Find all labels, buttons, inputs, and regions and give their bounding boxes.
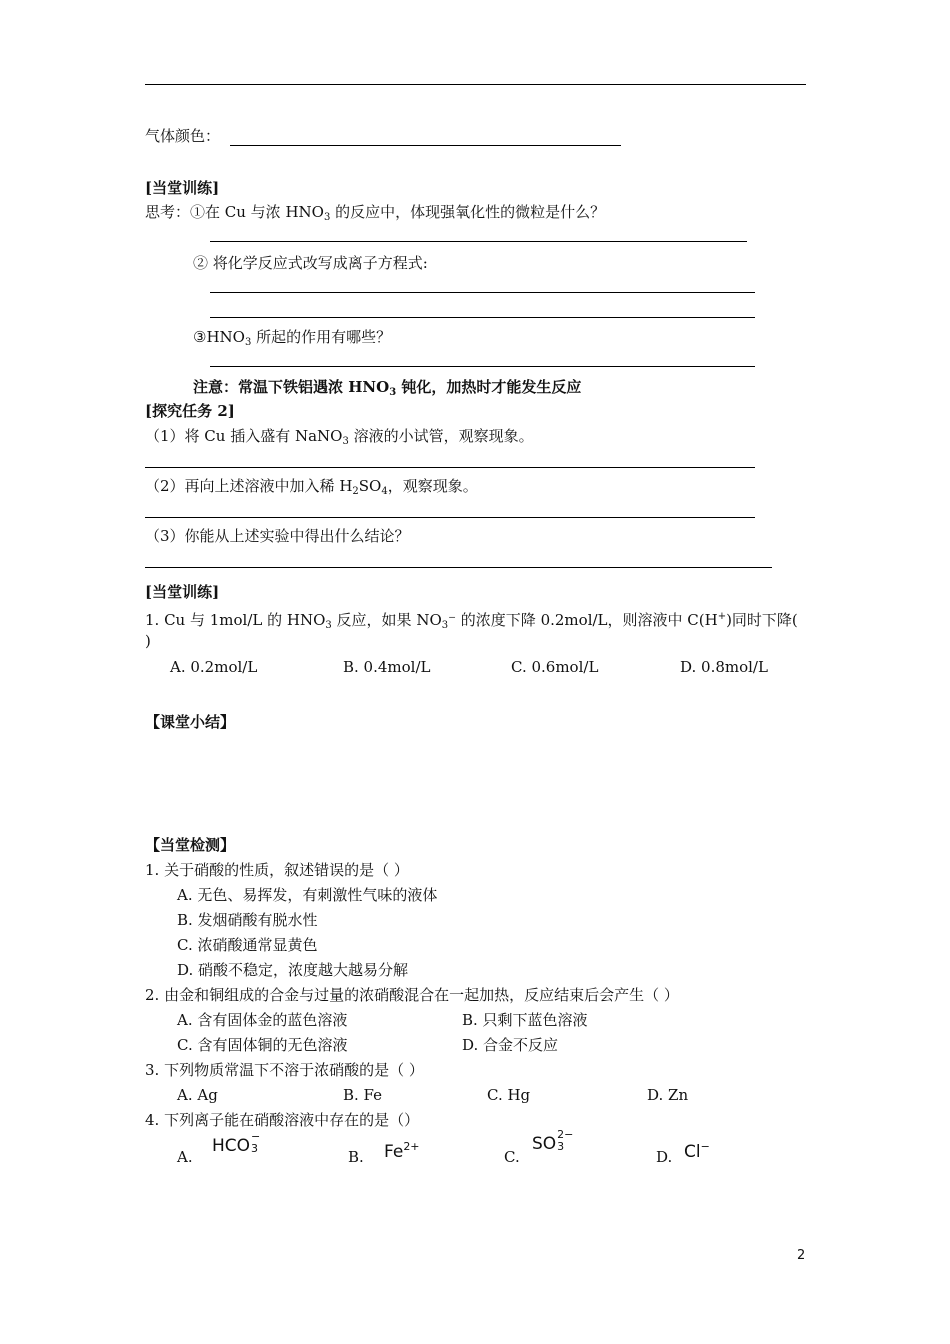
check-q4-stem: 4. 下列离子能在硝酸溶液中存在的是（）	[145, 1111, 420, 1129]
gas-color-label: 气体颜色：	[145, 127, 221, 145]
check-q3-option-b[interactable]: B. Fe	[343, 1086, 383, 1104]
check-q3-stem: 3. 下列物质常温下不溶于浓硝酸的是（ ）	[145, 1061, 424, 1079]
q2-answer-line-2[interactable]	[210, 317, 755, 318]
check-q1-option-b[interactable]: B. 发烟硝酸有脱水性	[177, 911, 318, 929]
training-q1-option-a[interactable]: A. 0.2mol/L	[170, 658, 258, 676]
check-q4-option-b-letter[interactable]: B.	[348, 1148, 364, 1166]
check-q4-option-a-letter[interactable]: A.	[177, 1148, 193, 1166]
check-q4-ion-c: SO 2− 3	[532, 1128, 574, 1154]
check-q2-option-a[interactable]: A. 含有固体金的蓝色溶液	[177, 1011, 348, 1029]
thinking-q3: $③HNO_3$ 所起的作用有哪些？	[193, 328, 392, 348]
task2-title: [探究任务 2]	[145, 402, 235, 420]
q3-answer-line[interactable]	[210, 366, 755, 367]
check-q1-option-a[interactable]: A. 无色、易挥发，有刺激性气味的液体	[177, 886, 438, 904]
check-q1-option-d[interactable]: D. 硝酸不稳定，浓度越大越易分解	[177, 961, 409, 979]
check-q1-stem: 1. 关于硝酸的性质，叙述错误的是（ ）	[145, 861, 409, 879]
check-q2-option-c[interactable]: C. 含有固体铜的无色溶液	[177, 1036, 348, 1054]
thinking-q1: 思考：①在 Cu 与浓 $HNO_3$ 的反应中，体现强氧化性的微粒是什么？	[145, 203, 606, 223]
check-q3-option-c[interactable]: C. Hg	[487, 1086, 531, 1104]
check-title: 【当堂检测】	[145, 836, 236, 854]
task2-item1-line[interactable]	[145, 467, 755, 468]
task2-item1: （1）将 Cu 插入盛有 NaNO$_3$ 溶液的小试管，观察现象。	[145, 427, 534, 447]
thinking-q2: ② 将化学反应式改写成离子方程式:	[193, 254, 428, 272]
check-q2-option-b[interactable]: B. 只剩下蓝色溶液	[462, 1011, 588, 1029]
training-q1-option-d[interactable]: D. 0.8mol/L	[680, 658, 768, 676]
gas-color-answer-line[interactable]	[230, 145, 621, 146]
check-q1-option-c[interactable]: C. 浓硝酸通常显黄色	[177, 936, 318, 954]
task2-item2: （2）再向上述溶液中加入稀 $H_2SO_4$，观察现象。	[145, 477, 478, 497]
training-q1-option-b[interactable]: B. 0.4mol/L	[343, 658, 431, 676]
task2-item3: （3）你能从上述实验中得出什么结论？	[145, 527, 410, 545]
note-text: 注意：常温下铁铝遇浓 $HNO_3$ 钝化，加热时才能发生反应	[193, 378, 582, 398]
check-q2-option-d[interactable]: D. 合金不反应	[462, 1036, 559, 1054]
training-q1-stem: 1. Cu 与 1mol/L 的 $HNO_3$ 反应，如果 $NO_3^-$ 的浓度下降 0.2mol/L，则溶液中 C(H+)同时下降(	[145, 611, 798, 631]
training-q1-option-c[interactable]: C. 0.6mol/L	[511, 658, 599, 676]
page-number: 2	[797, 1248, 806, 1263]
check-q4-ion-d: Cl−	[684, 1140, 710, 1162]
check-q3-option-d[interactable]: D. Zn	[647, 1086, 689, 1104]
check-q3-option-a[interactable]: A. Ag	[177, 1086, 218, 1104]
check-q4-ion-b: $Fe^{2+}$	[384, 1140, 420, 1162]
check-q4-option-d-letter[interactable]: D.	[656, 1148, 673, 1166]
task2-item2-line[interactable]	[145, 517, 755, 518]
check-q4-option-c-letter[interactable]: C.	[504, 1148, 520, 1166]
q1-answer-line[interactable]	[210, 241, 747, 242]
training-q1-stem-close: )	[145, 632, 151, 650]
section-training-1: [当堂训练]	[145, 179, 220, 197]
check-q2-stem: 2. 由金和铜组成的合金与过量的浓硝酸混合在一起加热，反应结束后会产生（ ）	[145, 986, 679, 1004]
q2-answer-line-1[interactable]	[210, 292, 755, 293]
summary-title: 【课堂小结】	[145, 713, 236, 731]
section-training-2: [当堂训练]	[145, 583, 220, 601]
top-rule	[145, 84, 806, 85]
check-q4-ion-a: HCO − 3	[212, 1130, 261, 1156]
task2-item3-line[interactable]	[145, 567, 772, 568]
